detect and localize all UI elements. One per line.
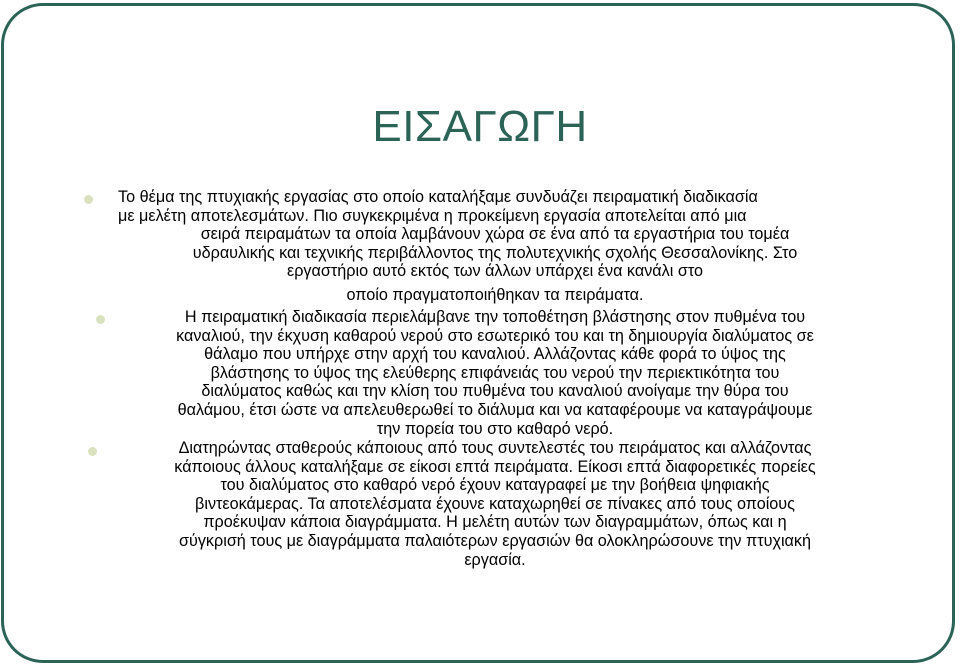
paragraph-line: Το θέμα της πτυχιακής εργασίας στο οποίο καταλήξαμε συνδυάζει πειραματική διαδικασία xyxy=(118,188,758,206)
bullet-marker xyxy=(84,195,93,204)
bullet-paragraph-intro xyxy=(110,188,880,305)
paragraph-line: βιντεοκάμερας. Τα αποτελέσματα έχουνε καταχωρηθεί σε πίνακες από τους οποίους xyxy=(195,494,795,513)
paragraph-line: βλάστησης το ύψος της ελεύθερης επιφάνειάς του νερού την περιεκτικότητα του xyxy=(210,363,780,382)
paragraph-line: εργαστήριο αυτό εκτός των άλλων υπάρχει ένα κανάλι στο xyxy=(287,262,703,281)
paragraph-line: σειρά πειραμάτων τα οποία λαμβάνουν χώρα σε ένα από τα εργαστήρια του τομέα xyxy=(200,225,790,244)
paragraph-line: την πορεία του στο καθαρό νερό. xyxy=(376,419,614,438)
paragraph-line: οποίο πραγματοποιήθηκαν τα πειράματα. xyxy=(346,285,644,304)
paragraph-line: θάλαμο που υπήρχε στην αρχή του καναλιού. Αλλάζοντας κάθε φορά το ύψος της xyxy=(204,345,786,364)
paragraph-line: Διατηρώντας σταθερούς κάποιους από τους συντελεστές του πειράματος και αλλάζοντας xyxy=(178,439,812,457)
paragraph-line: με μελέτη αποτελεσμάτων. Πιο συγκεκριμένα η προκείμενη εργασία αποτελείται από μια xyxy=(118,206,747,225)
paragraph-line: υδραυλικής και τεχνικής περιβάλλοντος της πολυτεχνικής σχολής Θεσσαλονίκης. Στο xyxy=(192,243,798,262)
bullet-paragraph-results xyxy=(110,439,880,569)
paragraph-line: σύγκρισή τους με διαγράμματα παλαιότερων εργασιών θα ολοκληρώσουνε την πτυχιακή xyxy=(178,531,811,550)
paragraph-line: προέκυψαν κάποια διαγράμματα. Η μελέτη αυτών των διαγραμμάτων, όπως και η xyxy=(203,513,787,532)
paragraph-line: καναλιού, την έκχυση καθαρού νερού στο εσωτερικό του και τη δημιουργία διαλύματος σε xyxy=(176,326,814,345)
paragraph-line: κάποιους άλλους καταλήξαμε σε είκοσι επτά πειράματα. Είκοσι επτά διαφορετικές πορείες xyxy=(174,457,816,476)
paragraph-line: διαλύματος καθώς και την κλίση του πυθμένα του καναλιού ανοίγαμε την θύρα του xyxy=(201,382,789,401)
paragraph-line: εργασία. xyxy=(464,550,526,569)
paragraph-line: του διαλύματος στο καθαρό νερό έχουν καταγραφεί με την βοήθεια ψηφιακής xyxy=(220,476,770,495)
paragraph-line: θαλάμου, έτσι ώστε να απελευθερωθεί το διάλυμα και να καταφέρουμε να καταγράψουμε xyxy=(177,400,813,419)
bullet-paragraph-procedure xyxy=(110,308,880,438)
paragraph-line: Η πειραματική διαδικασία περιελάμβανε την τοποθέτηση βλάστησης στον πυθμένα του xyxy=(184,308,806,326)
bullet-marker xyxy=(88,447,97,456)
bullet-marker xyxy=(96,315,105,324)
slide-title: ΕΙΣΑΓΩΓΗ xyxy=(372,102,588,151)
